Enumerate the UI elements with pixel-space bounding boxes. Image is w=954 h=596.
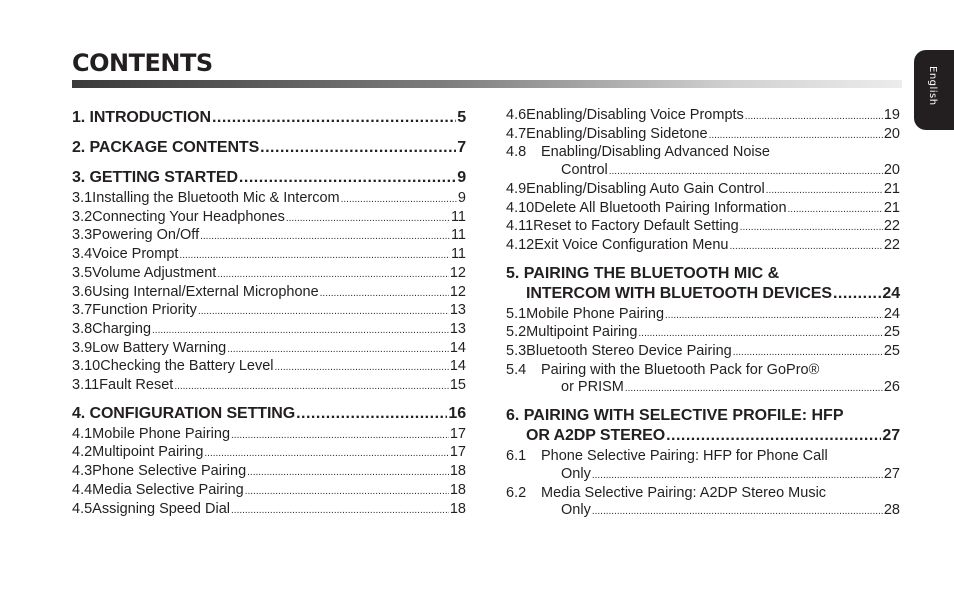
toc-page-number: 20 [883, 125, 900, 142]
dot-leader [231, 502, 449, 520]
dot-leader [200, 228, 450, 246]
dot-leader [592, 467, 883, 485]
toc-section-4-12[interactable] [506, 237, 900, 256]
dot-leader [740, 219, 883, 237]
toc-section-list-4 [72, 426, 466, 520]
dot-leader [296, 404, 447, 424]
toc-section-first-line [506, 485, 900, 503]
toc-section-4-2[interactable] [72, 444, 466, 463]
toc-section-3-4[interactable] [72, 246, 466, 265]
toc-section-5-1[interactable] [506, 306, 900, 325]
toc-section-number: 3.8 [72, 320, 93, 337]
toc-section-title: Charging [92, 320, 152, 337]
toc-page-number: 9 [457, 169, 466, 186]
toc-section-title: Pairing with the Bluetooth Pack for GoPro® [541, 361, 820, 378]
language-tab [914, 50, 954, 130]
dot-leader [227, 341, 449, 359]
dot-leader [625, 380, 883, 398]
toc-section-5-3[interactable] [506, 343, 900, 362]
toc-section-list-5 [506, 306, 900, 399]
toc-page-number: 16 [448, 404, 466, 422]
toc-section-title: Reset to Factory Default Setting [533, 218, 739, 235]
toc-chapter-title: 3. GETTING STARTED [72, 169, 238, 186]
toc-section-title: Bluetooth Stereo Device Pairing [526, 343, 732, 360]
toc-page-number: 18 [449, 481, 466, 498]
dot-leader [212, 108, 456, 128]
toc-section-number: 4.12 [506, 236, 535, 253]
toc-section-title: Installing the Bluetooth Mic & Intercom [92, 190, 340, 206]
dot-leader [152, 322, 449, 340]
toc-section-number: 5.4 [506, 361, 527, 378]
toc-section-number: 3.3 [72, 227, 93, 244]
toc-page-number: 24 [883, 305, 900, 322]
toc-section-title-cont: Control [561, 162, 608, 179]
toc-section-number: 6.1 [506, 448, 527, 465]
toc-section-number: 4.1 [72, 425, 93, 442]
toc-section-3-9[interactable] [72, 340, 466, 359]
toc-section-number: 4.9 [506, 180, 527, 197]
toc-page-number: 18 [449, 500, 466, 517]
toc-section-number: 4.4 [72, 481, 93, 498]
toc-section-title-cont: or PRISM [561, 379, 624, 396]
dot-leader [709, 127, 883, 145]
toc-section-title: Connecting Your Headphones [92, 208, 285, 225]
toc-section-title: Multipoint Pairing [92, 444, 204, 461]
toc-section-title: Enabling/Disabling Sidetone [526, 125, 708, 142]
toc-section-continuation [506, 162, 900, 181]
toc-section-title: Delete All Bluetooth Pairing Information [534, 199, 787, 216]
toc-section-5-4[interactable] [506, 362, 900, 398]
toc-section-number: 3.11 [72, 377, 100, 394]
toc-section-continuation [506, 466, 900, 485]
dot-leader [733, 344, 883, 362]
toc-section-continuation [506, 379, 900, 398]
toc-section-title: Phone Selective Pairing [92, 463, 247, 480]
toc-page-number: 13 [449, 320, 466, 337]
toc-section-number: 4.6 [506, 107, 527, 123]
title-rule [72, 80, 902, 88]
toc-section-3-11[interactable] [72, 377, 466, 396]
toc-section-title: Mobile Phone Pairing [92, 425, 231, 442]
toc-section-title-cont: Only [561, 502, 591, 519]
toc-section-4-9[interactable] [506, 181, 900, 200]
toc-section-3-5[interactable] [72, 265, 466, 284]
language-tab-label: English [927, 66, 938, 106]
toc-page-number: 11 [450, 227, 466, 244]
dot-leader [788, 201, 883, 219]
toc-section-number: 4.10 [506, 199, 535, 216]
toc-section-4-4[interactable] [72, 482, 466, 501]
toc-section-number: 5.3 [506, 343, 527, 360]
toc-chapter-title: 1. INTRODUCTION [72, 109, 211, 126]
toc-section-title: Volume Adjustment [92, 264, 217, 281]
dot-leader [766, 182, 883, 200]
toc-section-number: 4.5 [72, 500, 93, 517]
dot-leader [198, 303, 449, 321]
toc-chapter-title: 5. PAIRING THE BLUETOOTH MIC & [506, 264, 780, 282]
toc-section-number: 3.7 [72, 302, 93, 319]
toc-right-column [506, 107, 900, 521]
toc-section-list-3 [72, 190, 466, 396]
toc-section-number: 4.8 [506, 144, 527, 161]
toc-section-5-2[interactable] [506, 324, 900, 343]
toc-section-title: Enabling/Disabling Auto Gain Control [526, 180, 765, 197]
dot-leader [609, 163, 883, 181]
toc-page-number: 17 [449, 444, 466, 461]
dot-leader [286, 210, 450, 228]
toc-section-title: Low Battery Warning [92, 339, 227, 356]
dot-leader [729, 238, 882, 256]
dot-leader [231, 427, 449, 445]
toc-chapter-continuation [506, 426, 900, 446]
toc-section-number: 5.1 [506, 305, 527, 322]
toc-chapter-2[interactable] [72, 138, 466, 158]
toc-section-title-cont: Only [561, 465, 591, 482]
dot-leader [745, 108, 883, 126]
toc-section-title: Enabling/Disabling Advanced Noise [541, 144, 770, 161]
toc-section-number: 3.1 [72, 190, 93, 206]
dot-leader [320, 285, 449, 303]
toc-section-number: 3.2 [72, 208, 93, 225]
toc-page-number: 12 [449, 283, 466, 300]
toc-page-number: 21 [883, 180, 900, 197]
toc-chapter-title-cont: INTERCOM WITH BLUETOOTH DEVICES [526, 284, 832, 302]
toc-chapter-1[interactable] [72, 108, 466, 128]
toc-chapter-4[interactable] [72, 404, 466, 424]
toc-section-number: 3.5 [72, 264, 93, 281]
dot-leader [204, 445, 448, 463]
toc-section-title: Media Selective Pairing [92, 481, 244, 498]
toc-page-number: 21 [883, 199, 900, 216]
dot-leader [665, 307, 883, 325]
toc-section-title: Voice Prompt [92, 246, 179, 263]
toc-page-number: 12 [449, 264, 466, 281]
toc-page-number: 26 [883, 379, 900, 396]
toc-section-title: Assigning Speed Dial [92, 500, 231, 517]
toc-section-6-2[interactable] [506, 485, 900, 521]
toc-section-4-5[interactable] [72, 501, 466, 520]
toc-section-3-8[interactable] [72, 321, 466, 340]
toc-section-number: 3.9 [72, 339, 93, 356]
dot-leader [245, 483, 449, 501]
toc-section-title: Checking the Battery Level [100, 358, 274, 375]
toc-page-number: 14 [449, 358, 466, 375]
dot-leader [174, 378, 449, 396]
toc-section-title: Using Internal/External Microphone [92, 283, 319, 300]
toc-section-3-10[interactable] [72, 358, 466, 377]
toc-page-number: 18 [449, 463, 466, 480]
toc-chapter-title-cont: OR A2DP STEREO [526, 427, 666, 445]
toc-page-number: 14 [449, 339, 466, 356]
toc-chapter-6[interactable] [506, 406, 900, 446]
toc-section-3-1[interactable] [72, 190, 466, 209]
toc-section-list-4-cont [506, 107, 900, 256]
toc-section-3-2[interactable] [72, 209, 466, 228]
toc-chapter-continuation [506, 284, 900, 304]
dot-leader [247, 464, 449, 482]
toc-page-number: 28 [883, 502, 900, 519]
toc-section-number: 3.10 [72, 358, 101, 375]
toc-section-4-7[interactable] [506, 126, 900, 145]
toc-chapter-3[interactable] [72, 168, 466, 188]
toc-section-4-8[interactable] [506, 144, 900, 180]
toc-section-title: Phone Selective Pairing: HFP for Phone Call [541, 448, 828, 465]
toc-section-title: Enabling/Disabling Voice Prompts [526, 107, 744, 123]
dot-leader [260, 138, 456, 158]
toc-section-first-line [506, 362, 900, 380]
toc-section-4-10[interactable] [506, 200, 900, 219]
toc-section-title: Mobile Phone Pairing [526, 305, 665, 322]
toc-section-list-6 [506, 448, 900, 521]
toc-chapter-5[interactable] [506, 264, 900, 304]
toc-section-3-6[interactable] [72, 284, 466, 303]
toc-page-number: 24 [882, 284, 900, 302]
toc-section-title: Multipoint Pairing [526, 324, 638, 341]
toc-section-6-1[interactable] [506, 448, 900, 484]
toc-section-title: Media Selective Pairing: A2DP Stereo Music [541, 484, 827, 501]
toc-section-number: 4.11 [506, 218, 534, 235]
toc-section-number: 3.4 [72, 246, 93, 263]
dot-leader [179, 247, 450, 265]
toc-section-title: Powering On/Off [92, 227, 200, 244]
toc-section-number: 4.3 [72, 463, 93, 480]
toc-section-title: Exit Voice Configuration Menu [534, 236, 729, 253]
toc-chapter-title: 6. PAIRING WITH SELECTIVE PROFILE: HFP [506, 407, 844, 425]
toc-section-title: Function Priority [92, 302, 197, 319]
toc-section-4-3[interactable] [72, 463, 466, 482]
toc-section-title: Fault Reset [99, 377, 174, 394]
toc-section-first-line [506, 448, 900, 466]
toc-section-4-6[interactable] [506, 107, 900, 126]
toc-section-3-3[interactable] [72, 227, 466, 246]
toc-section-number: 4.7 [506, 125, 527, 142]
toc-page-number: 11 [450, 246, 466, 263]
toc-section-3-7[interactable] [72, 302, 466, 321]
toc-page-number: 5 [457, 109, 466, 126]
dot-leader [666, 426, 881, 446]
dot-leader [275, 359, 449, 377]
toc-chapter-title: 2. PACKAGE CONTENTS [72, 139, 260, 156]
page-title: CONTENTS [72, 49, 213, 77]
toc-section-number: 4.2 [72, 444, 93, 461]
toc-section-continuation [506, 502, 900, 521]
toc-page-number: 7 [457, 139, 466, 156]
toc-page-number: 11 [450, 208, 466, 225]
toc-page-number: 22 [883, 236, 900, 253]
toc-left-column [72, 108, 466, 519]
toc-section-4-11[interactable] [506, 218, 900, 237]
toc-page-number: 15 [449, 377, 466, 394]
toc-page-number: 19 [883, 107, 900, 123]
toc-page-number: 20 [883, 162, 900, 179]
toc-section-4-1[interactable] [72, 426, 466, 445]
toc-section-number: 3.6 [72, 283, 93, 300]
toc-page-number: 9 [457, 190, 466, 206]
toc-section-number: 5.2 [506, 324, 527, 341]
toc-page-number: 25 [883, 324, 900, 341]
toc-page-number: 25 [883, 343, 900, 360]
dot-leader [239, 168, 456, 188]
dot-leader [833, 284, 881, 304]
dot-leader [341, 191, 457, 209]
toc-page-number: 13 [449, 302, 466, 319]
toc-page-number: 27 [883, 465, 900, 482]
dot-leader [638, 325, 882, 343]
toc-section-first-line [506, 144, 900, 162]
dot-leader [217, 266, 449, 284]
toc-page-number: 17 [449, 425, 466, 442]
toc-page-number: 27 [882, 427, 900, 445]
toc-chapter-title: 4. CONFIGURATION SETTING [72, 404, 296, 422]
toc-section-number: 6.2 [506, 484, 527, 501]
toc-page-number: 22 [883, 218, 900, 235]
dot-leader [592, 503, 883, 521]
